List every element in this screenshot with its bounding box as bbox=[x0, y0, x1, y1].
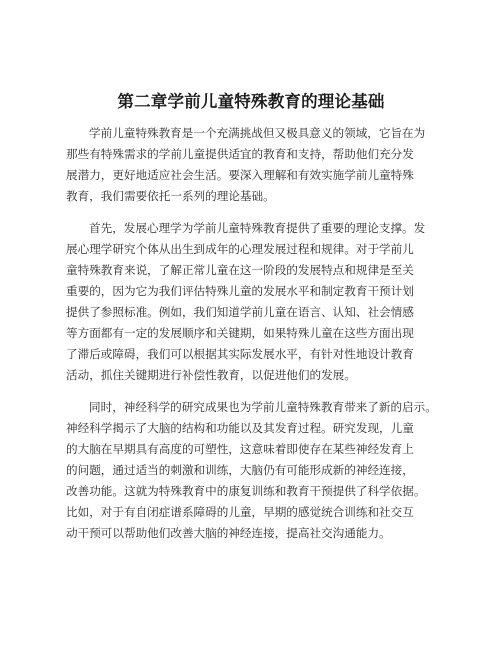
paragraph-line: 了滞后或障碍，我们可以根据其实际发展水平，有针对性地设计教育 bbox=[66, 347, 414, 361]
paragraph-line: 展潜力，更好地适应社会生活。要深入理解和有效实施学前儿童特殊 bbox=[66, 168, 414, 182]
paragraph-line: 改善功能。这就为特殊教育中的康复训练和教育干预提供了科学依据。 bbox=[66, 484, 426, 498]
paragraph-line: 比如，对于有自闭症谱系障碍的儿童，早期的感觉统合训练和社交互 bbox=[66, 505, 414, 519]
paragraph-line: 教育，我们需要依托一系列的理论基础。 bbox=[66, 189, 275, 203]
paragraph-line: 活动，抓住关键期进行补偿性教育，以促进他们的发展。 bbox=[66, 368, 356, 382]
paragraph-line: 神经科学揭示了大脑的结构和功能以及其发育过程。研究发现，儿童 bbox=[66, 421, 414, 435]
paragraph-line: 等方面都有一定的发展顺序和关键期，如果特殊儿童在这些方面出现 bbox=[66, 326, 414, 340]
paragraph-line: 动干预可以帮助他们改善大脑的神经连接，提高社交沟通能力。 bbox=[66, 526, 391, 540]
paragraph-line: 学前儿童特殊教育是一个充满挑战但又极具意义的领域，它旨在为 bbox=[89, 126, 426, 140]
chapter-title: 第二章学前儿童特殊教育的理论基础 bbox=[117, 92, 385, 111]
paragraph-line: 的问题，通过适当的刺激和训练，大脑仍有可能形成新的神经连接， bbox=[66, 463, 414, 477]
paragraph-line: 那些有特殊需求的学前儿童提供适宜的教育和支持，帮助他们充分发 bbox=[66, 147, 414, 161]
paragraph-line: 的大脑在早期具有高度的可塑性，这意味着即使存在某些神经发育上 bbox=[66, 442, 414, 456]
paragraph-line: 提供了参照标准。例如，我们知道学前儿童在语言、认知、社会情感 bbox=[66, 305, 414, 319]
paragraph-line: 童特殊教育来说，了解正常儿童在这一阶段的发展特点和规律是至关 bbox=[66, 263, 414, 277]
paragraph-line: 展心理学研究个体从出生到成年的心理发展过程和规律。对于学前儿 bbox=[66, 242, 414, 256]
paragraph-line: 同时，神经科学的研究成果也为学前儿童特殊教育带来了新的启示。 bbox=[89, 400, 437, 414]
paragraph-line: 重要的，因为它为我们评估特殊儿童的发展水平和制定教育干预计划 bbox=[66, 284, 414, 298]
paragraph-line: 首先，发展心理学为学前儿童特殊教育提供了重要的理论支撑。发 bbox=[89, 221, 426, 235]
